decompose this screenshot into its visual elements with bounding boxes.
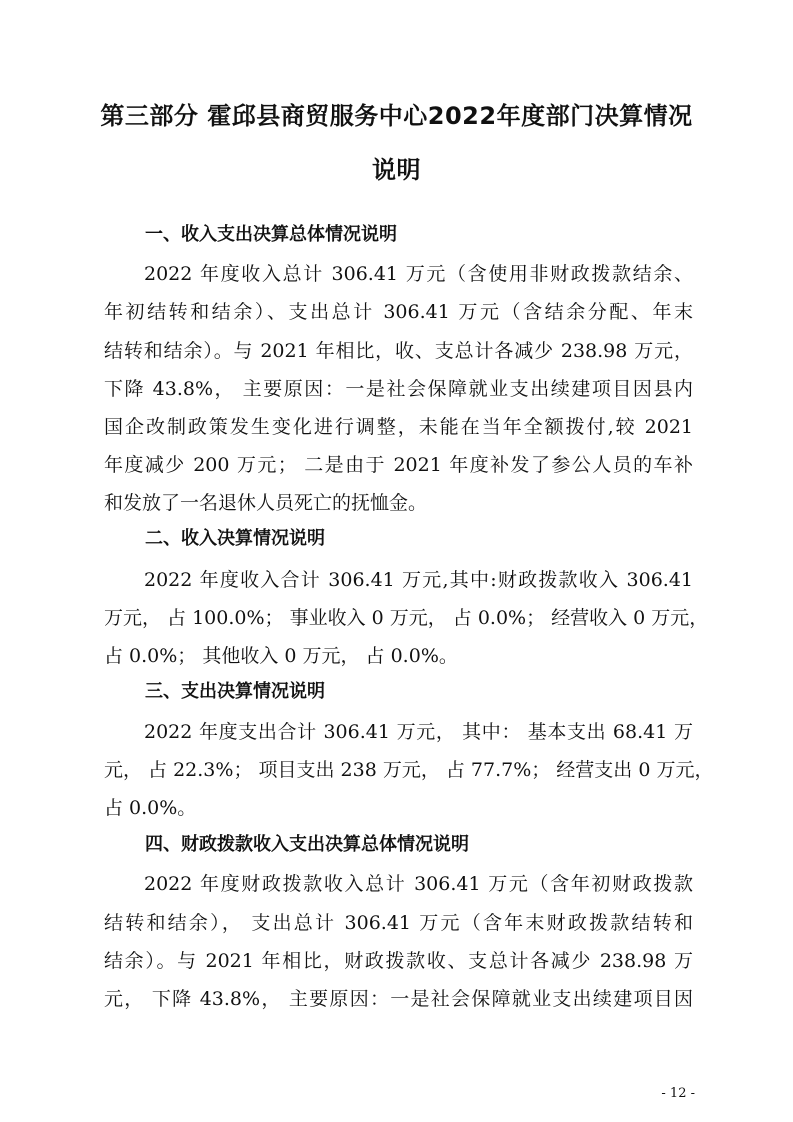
section-1-heading: 一、收入支出决算总体情况说明: [145, 224, 397, 245]
section-4-heading: 四、财政拨款收入支出决算总体情况说明: [145, 834, 469, 855]
section-4-line-4: 元， 下降 43.8%， 主要原因：一是社会保障就业支出续建项目因: [104, 988, 693, 1010]
section-3-line-1: 2022 年度支出合计 306.41 万元， 其中： 基本支出 68.41 万: [144, 721, 693, 743]
section-1-line-6: 年度减少 200 万元； 二是由于 2021 年度补发了参公人员的车补: [104, 454, 693, 476]
page-number: - 12 -: [661, 1086, 695, 1101]
section-3-heading: 三、支出决算情况说明: [145, 681, 325, 702]
document-title-line-2: 说明: [372, 156, 421, 184]
section-4-line-1: 2022 年度财政拨款收入总计 306.41 万元（含年初财政拨款: [144, 873, 693, 895]
section-2-line-2: 万元， 占 100.0%； 事业收入 0 万元， 占 0.0%； 经营收入 0 万元，: [104, 607, 709, 629]
section-1-line-7: 和发放了一名退休人员死亡的抚恤金。: [104, 492, 428, 514]
section-2-line-1: 2022 年度收入合计 306.41 万元,其中:财政拨款收入 306.41: [144, 569, 693, 591]
section-1-line-1: 2022 年度收入总计 306.41 万元（含使用非财政拨款结余、: [144, 263, 693, 285]
section-1-line-4: 下降 43.8%， 主要原因：一是社会保障就业支出续建项目因县内: [104, 378, 693, 400]
section-2-line-3: 占 0.0%； 其他收入 0 万元， 占 0.0%。: [104, 645, 458, 667]
section-1-line-3: 结转和结余）。与 2021 年相比，收、支总计各减少 238.98 万元，: [104, 340, 693, 362]
section-1-line-2: 年初结转和结余）、支出总计 306.41 万元（含结余分配、年末: [104, 301, 693, 323]
section-4-line-3: 结余）。与 2021 年相比，财政拨款收、支总计各减少 238.98 万: [104, 950, 693, 972]
section-2-heading: 二、收入决算情况说明: [145, 528, 325, 549]
section-1-line-5: 国企改制政策发生变化进行调整，未能在当年全额拨付,较 2021: [104, 416, 693, 438]
document-title-line-1: 第三部分 霍邱县商贸服务中心2022年度部门决算情况: [100, 102, 693, 130]
section-3-line-2: 元， 占 22.3%； 项目支出 238 万元， 占 77.7%； 经营支出 0 万元，: [104, 759, 714, 781]
section-3-line-3: 占 0.0%。: [104, 797, 197, 819]
section-4-line-2: 结转和结余）， 支出总计 306.41 万元（含年末财政拨款结转和: [104, 912, 693, 934]
